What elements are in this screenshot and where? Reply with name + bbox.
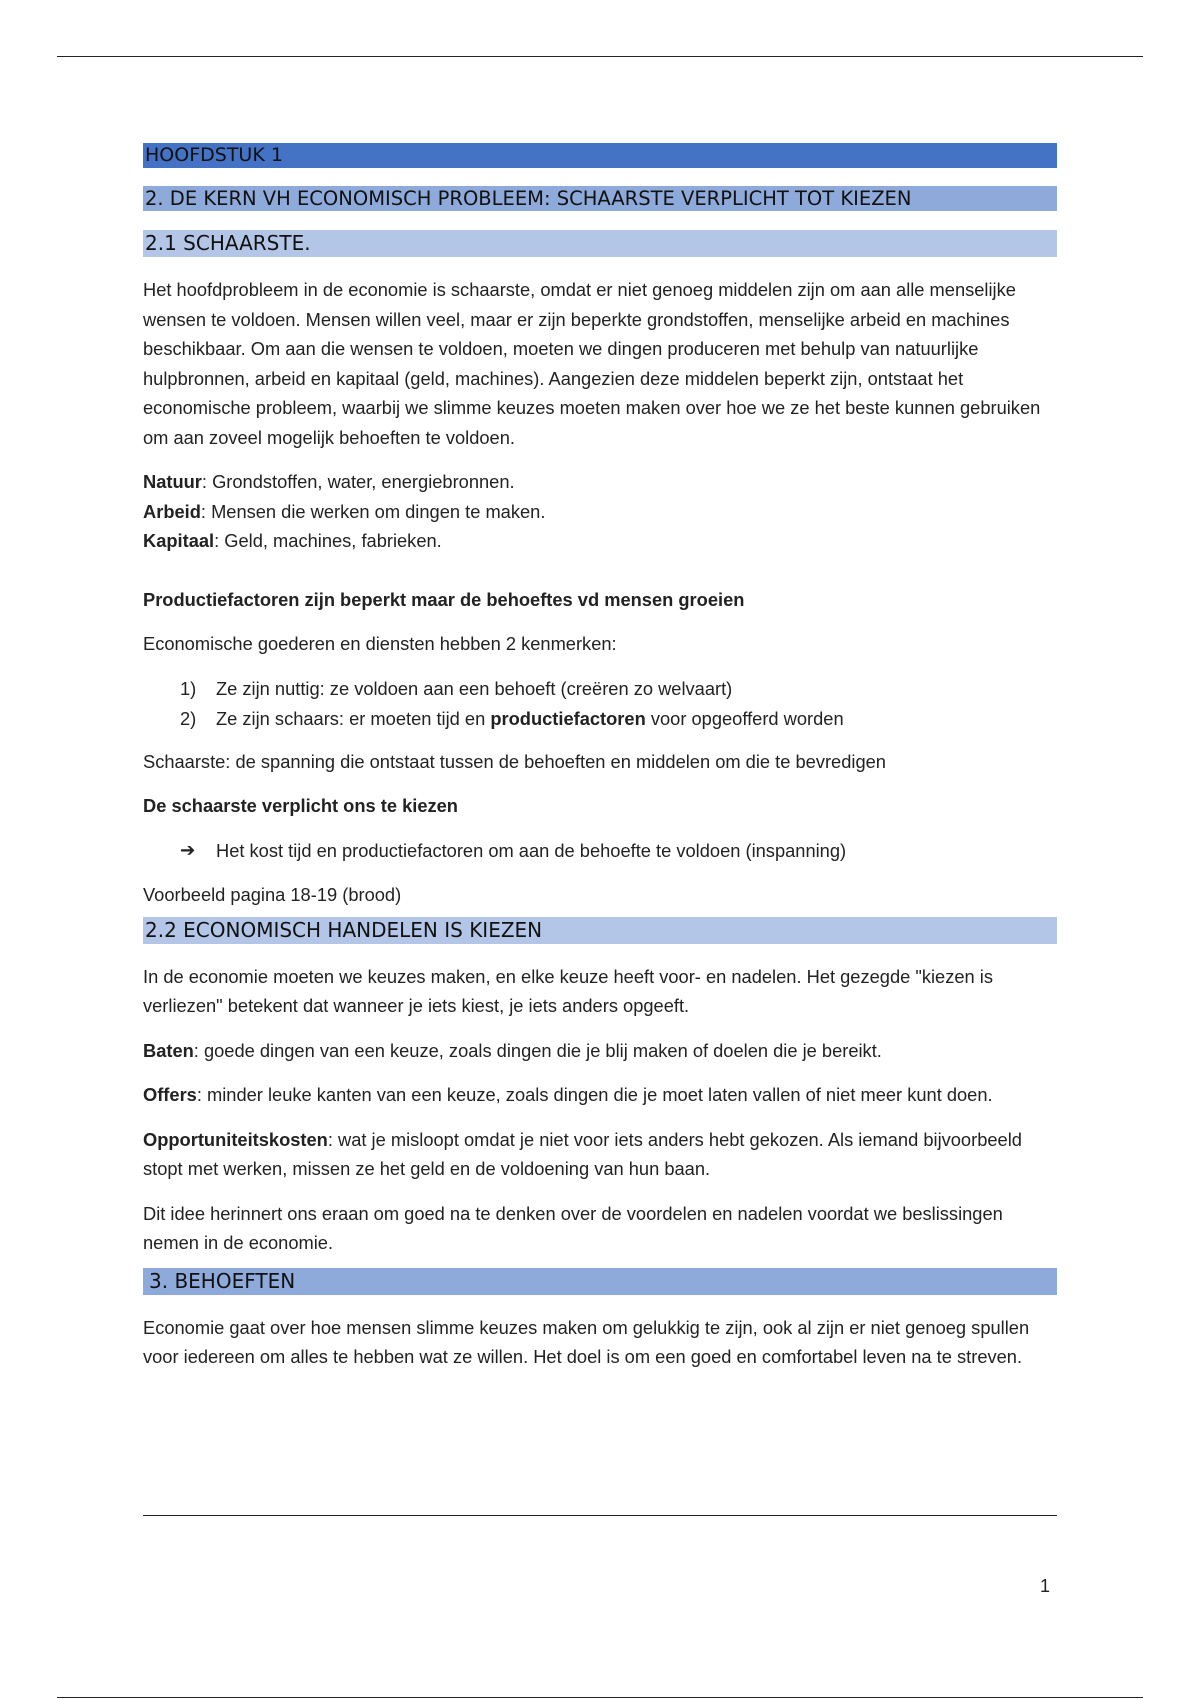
arrow-right-icon: ➔: [180, 839, 196, 861]
closing-paragraph: Dit idee herinnert ons eraan om goed na te denken over de voordelen en nadelen voordat we beslissingen nemen in de economie.: [143, 1202, 1003, 1253]
factor-line: [143, 467, 1057, 497]
bold-statement-choice: [143, 791, 1057, 821]
term-baten: [143, 1036, 1057, 1066]
bold-statement-factors: [143, 585, 1057, 615]
example-reference: Voorbeeld pagina 18-19 (brood): [143, 884, 402, 905]
factor-line: [143, 526, 1057, 556]
list-number: 1): [180, 677, 197, 699]
chapter-heading: HOOFDSTUK 1: [143, 143, 1057, 168]
list-text-part: Ze zijn schaars: er moeten tijd en: [216, 707, 491, 729]
arrow-bullet: [143, 836, 1057, 866]
factor-text: : Mensen die werken om dingen te maken.: [200, 500, 546, 522]
scarcity-definition: Schaarste: de spanning die ontstaat tussen de behoeften en middelen om die te bevredigen: [143, 750, 886, 772]
list-number: 2): [180, 707, 197, 729]
list-item: [180, 704, 1057, 734]
factor-text: : Geld, machines, fabrieken.: [214, 530, 442, 551]
choice-paragraph: In de economie moeten we keuzes maken, en elke keuze heeft voor- en nadelen. Het gezegde "kiezen is verliezen" betekent dat wanneer je iets kiest, je iets anders opgeeft.: [143, 965, 993, 1016]
section-heading-2-1: 2.1 SCHAARSTE.: [143, 230, 1057, 257]
section-heading-3: 3. BEHOEFTEN: [143, 1268, 1057, 1295]
term-text: : wat je misloopt omdat je niet voor iets anders hebt gekozen. Als iemand bijvoorbeeld stopt met werken, missen ze het geld en de voldoening van hun baan.: [143, 1128, 1022, 1179]
factor-term: Natuur: [143, 471, 202, 492]
document-body: [143, 143, 1057, 1387]
characteristics-intro: Economische goederen en diensten hebben 2 kenmerken:: [143, 633, 617, 654]
term-offers: [143, 1080, 1057, 1110]
footer-rule: [143, 1515, 1057, 1516]
term-opportuniteitskosten: [143, 1125, 1057, 1184]
list-text: [216, 704, 844, 734]
term-label: Offers: [143, 1084, 197, 1105]
factor-term: Kapitaal: [143, 530, 215, 551]
list-text-part: voor opgeofferd worden: [645, 707, 844, 729]
term-label: Baten: [143, 1039, 194, 1061]
arrow-bullet-text: Het kost tijd en productiefactoren om aan de behoefte te voldoen (inspanning): [216, 839, 847, 861]
list-text-part: Ze zijn nuttig: ze voldoen aan een behoeft (creëren zo welvaart): [216, 677, 733, 699]
page-bottom-rule: [57, 1697, 1143, 1698]
characteristics-list: [143, 674, 1057, 734]
bold-statement-text: Productiefactoren zijn beperkt maar de behoeftes vd mensen groeien: [143, 588, 745, 610]
section-heading-2-2: 2.2 ECONOMISCH HANDELEN IS KIEZEN: [143, 917, 1057, 944]
header-rule: [57, 56, 1143, 57]
section-heading-2: 2. DE KERN VH ECONOMISCH PROBLEEM: SCHAARSTE VERPLICHT TOT KIEZEN: [143, 186, 1057, 211]
factor-text: : Grondstoffen, water, energiebronnen.: [201, 471, 515, 492]
term-text: : minder leuke kanten van een keuze, zoals dingen die je moet laten vallen of niet meer kunt doen.: [196, 1084, 993, 1105]
term-text: : goede dingen van een keuze, zoals dingen die je blij maken of doelen die je bereikt.: [193, 1039, 882, 1061]
bold-statement-text: De schaarste verplicht ons te kiezen: [143, 795, 458, 816]
intro-paragraph: Het hoofdprobleem in de economie is schaarste, omdat er niet genoeg middelen zijn om aan alle menselijke wensen te voldoen. Mensen willen veel, maar er zijn beperkte grondstoffen, menselijke arbeid en machines beschikbaar. Om aan die wensen te voldoen, moeten we dingen produceren met behulp van natuurlijke hulpbronnen, arbeid en kapitaal (geld, machines). Aangezien deze middelen beperkt zijn, ontstaat het economische probleem, waarbij we slimme keuzes moeten maken over hoe we ze het beste kunnen gebruiken om aan zoveel mogelijk behoeften te voldoen.: [143, 279, 1041, 448]
list-item: [180, 674, 1057, 704]
list-text: [216, 674, 732, 704]
factor-term: Arbeid: [143, 500, 201, 522]
production-factors-list: [143, 467, 1057, 556]
list-text-bold: productiefactoren: [490, 707, 646, 729]
needs-paragraph: Economie gaat over hoe mensen slimme keuzes maken om gelukkig te zijn, ook al zijn er niet genoeg spullen voor iedereen om alles te hebben wat ze willen. Het doel is om een goed en comfortabel leven na te streven.: [143, 1316, 1030, 1367]
factor-line: [143, 497, 1057, 527]
page-number: 1: [1040, 1576, 1051, 1596]
term-label: Opportuniteitskosten: [143, 1128, 328, 1150]
